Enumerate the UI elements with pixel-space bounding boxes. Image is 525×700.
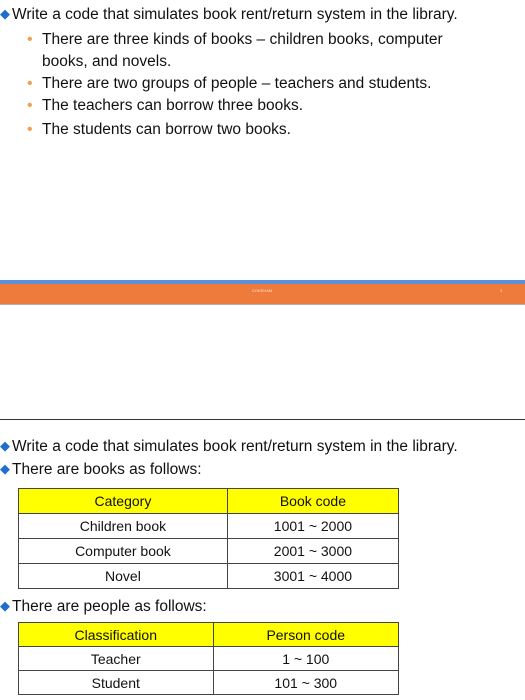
slide1-heading xyxy=(0,5,458,25)
bullet-icon: • xyxy=(27,97,33,114)
table-header-row xyxy=(19,623,399,647)
table-header-row xyxy=(19,489,399,514)
table-cell: Novel xyxy=(19,564,228,589)
bullet-icon: • xyxy=(27,31,33,48)
slide1-heading-text: Write a code that simulates book rent/return system in the library. xyxy=(12,6,458,23)
table-cell: Student xyxy=(19,671,214,695)
table-header-cell: Classification xyxy=(19,623,214,647)
table-row xyxy=(19,514,399,539)
bullet-icon: • xyxy=(27,75,33,92)
slide2-heading xyxy=(0,437,458,457)
table-cell: 1001 ~ 2000 xyxy=(227,514,398,539)
table-row xyxy=(19,539,399,564)
bullet-item: There are two groups of people – teachers and students. xyxy=(42,75,432,92)
footer-center-text: COKEHAM xyxy=(252,288,273,293)
diamond-bullet-icon: ◆ xyxy=(0,461,10,476)
bullet-item-continuation: books, and novels. xyxy=(42,53,172,70)
people-intro-text: There are people as follows: xyxy=(12,598,207,615)
bullet-item: The teachers can borrow three books. xyxy=(42,97,304,114)
table-cell: 2001 ~ 3000 xyxy=(227,539,398,564)
table-header-cell: Book code xyxy=(227,489,398,514)
slide-1 xyxy=(0,0,525,285)
books-intro-text: There are books as follows: xyxy=(12,461,202,478)
books-intro xyxy=(0,460,202,480)
table-cell: 1 ~ 100 xyxy=(213,647,399,671)
slide-divider xyxy=(0,419,525,420)
bullet-item: There are three kinds of books – children books, computer xyxy=(42,31,443,48)
slide-footer-bar xyxy=(0,284,525,304)
diamond-bullet-icon: ◆ xyxy=(0,598,10,613)
table-row xyxy=(19,671,399,695)
table-cell: Children book xyxy=(19,514,228,539)
table-row xyxy=(19,564,399,589)
diamond-bullet-icon: ◆ xyxy=(0,6,10,21)
bullet-icon: • xyxy=(27,121,33,138)
table-cell: 101 ~ 300 xyxy=(213,671,399,695)
table-cell: Computer book xyxy=(19,539,228,564)
table-row xyxy=(19,647,399,671)
table-cell: 3001 ~ 4000 xyxy=(227,564,398,589)
people-table xyxy=(18,622,399,695)
slide-bottom-rule xyxy=(0,304,525,305)
books-table xyxy=(18,488,399,589)
table-cell: Teacher xyxy=(19,647,214,671)
people-intro xyxy=(0,597,207,617)
table-header-cell: Category xyxy=(19,489,228,514)
diamond-bullet-icon: ◆ xyxy=(0,438,10,453)
bullet-item: The students can borrow two books. xyxy=(42,121,291,138)
slide2-heading-text: Write a code that simulates book rent/return system in the library. xyxy=(12,438,458,455)
table-header-cell: Person code xyxy=(213,623,399,647)
footer-page-number: 3 xyxy=(500,288,503,293)
